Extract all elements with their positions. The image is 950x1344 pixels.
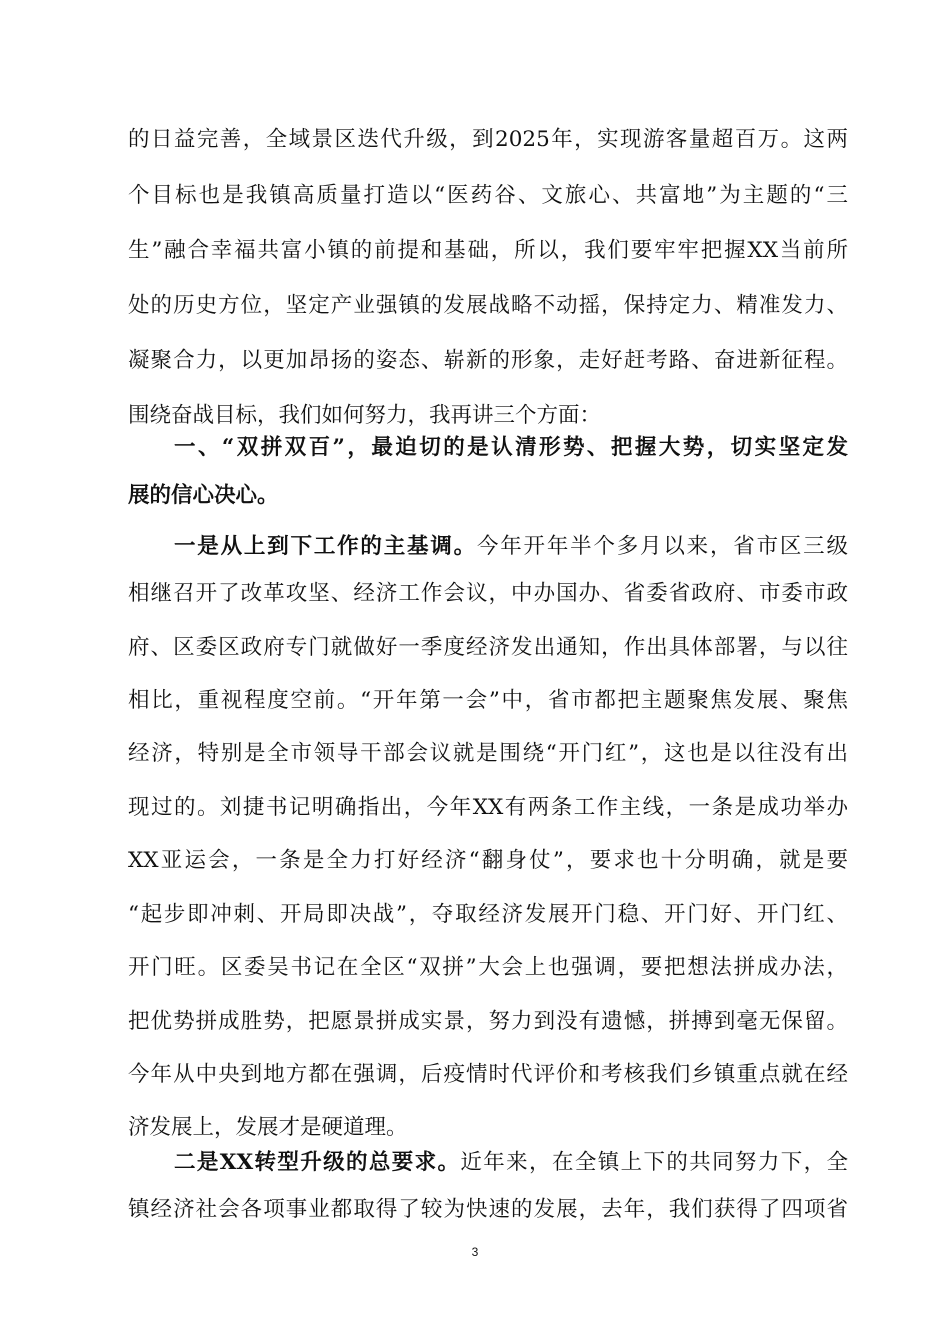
section-heading-line (128, 478, 848, 514)
body-text-line (128, 398, 848, 434)
line-text: 济发展上，发展才是硬道理。 (128, 1115, 408, 1140)
line-text: 开门旺。区委吴书记在全区“双拼”大会上也强调，要把想法拼成办法， (128, 955, 848, 980)
body-text-line (128, 1004, 848, 1040)
line-text: 围绕奋战目标，我们如何努力，我再讲三个方面： (128, 403, 602, 428)
page-number: 3 (471, 1245, 479, 1259)
line-text: 今年开年半个多月以来，省市区三级 (476, 534, 848, 559)
line-text: 个目标也是我镇高质量打造以“医药谷、文旅心、共富地”为主题的“三 (128, 183, 848, 208)
body-text-line (128, 233, 848, 269)
body-text-line (128, 736, 848, 772)
line-text: 相继召开了改革攻坚、经济工作会议，中办国办、省委省政府、市委市政 (128, 581, 848, 606)
body-text-line (128, 122, 848, 158)
body-text-line (128, 178, 848, 214)
heading-text: 展的信心决心。 (128, 483, 279, 508)
line-text: 生”融合幸福共富小镇的前提和基础，所以，我们要牢牢把握XX当前所 (128, 238, 848, 263)
body-text-line (128, 1192, 848, 1228)
heading-text: 一、“双拼双百”，最迫切的是认清形势、把握大势，切实坚定发 (174, 435, 848, 460)
line-text: 现过的。刘捷书记明确指出，今年XX有两条工作主线，一条是成功举办 (128, 795, 848, 820)
line-text: 相比，重视程度空前。“开年第一会”中，省市都把主题聚焦发展、聚焦 (128, 688, 848, 713)
section-heading-line (174, 430, 848, 466)
body-text-line (128, 843, 848, 879)
body-text-line (128, 790, 848, 826)
line-text: 镇经济社会各项事业都取得了较为快速的发展，去年，我们获得了四项省 (128, 1197, 848, 1222)
body-text-line (128, 343, 848, 379)
line-text: “起步即冲刺、开局即决战”，夺取经济发展开门稳、开门好、开门红、 (128, 902, 848, 927)
subheading-text: 二是XX转型升级的总要求。 (174, 1150, 461, 1175)
line-text: 近年来，在全镇上下的共同努力下，全 (460, 1150, 848, 1175)
body-text-line (128, 630, 848, 666)
body-text-line (128, 1057, 848, 1093)
line-text: 府、区委区政府专门就做好一季度经济发出通知，作出具体部署，与以往 (128, 635, 848, 660)
body-text-line (174, 1145, 848, 1181)
line-text: 凝聚合力，以更加昂扬的姿态、崭新的形象，走好赶考路、奋进新征程。 (128, 348, 848, 373)
body-text-line (174, 529, 848, 565)
line-text: 处的历史方位，坚定产业强镇的发展战略不动摇，保持定力、精准发力、 (128, 293, 848, 318)
line-text: XX亚运会，一条是全力打好经济“翻身仗”，要求也十分明确，就是要 (128, 848, 848, 873)
body-text-line (128, 288, 848, 324)
body-text-line (128, 950, 848, 986)
line-text: 经济，特别是全市领导干部会议就是围绕“开门红”，这也是以往没有出 (128, 741, 848, 766)
body-text-line (128, 1110, 848, 1146)
subheading-text: 一是从上到下工作的主基调。 (174, 534, 477, 559)
line-text: 把优势拼成胜势，把愿景拼成实景，努力到没有遗憾，拼搏到毫无保留。 (128, 1009, 848, 1034)
body-text-line (128, 683, 848, 719)
body-text-line (128, 897, 848, 933)
line-text: 今年从中央到地方都在强调，后疫情时代评价和考核我们乡镇重点就在经 (128, 1062, 848, 1087)
body-text-line (128, 576, 848, 612)
line-text: 的日益完善，全域景区迭代升级，到2025年，实现游客量超百万。这两 (128, 127, 848, 152)
